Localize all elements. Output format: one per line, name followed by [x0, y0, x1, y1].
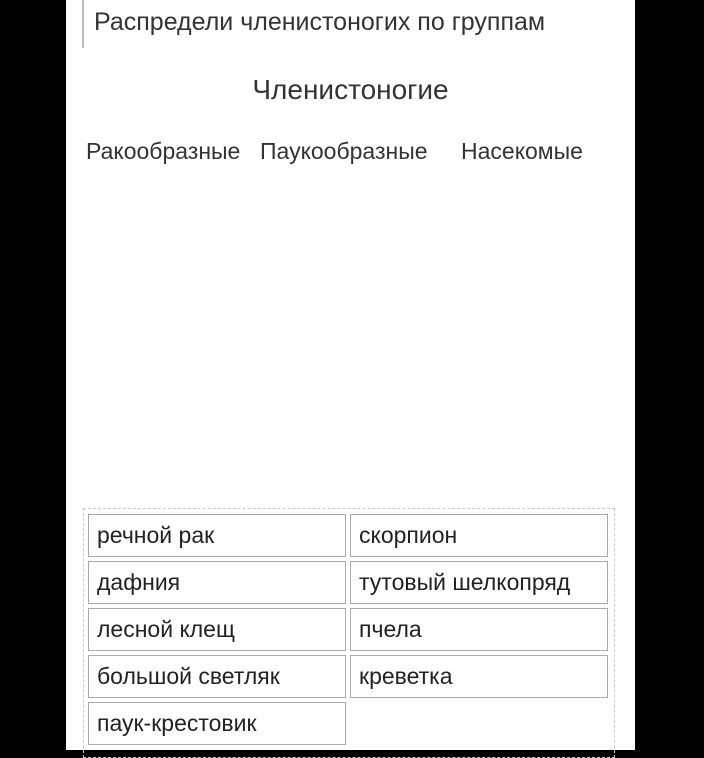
card-bee[interactable]: пчела: [350, 608, 608, 651]
task-instruction: Распредели членистоногих по группам: [82, 0, 545, 48]
card-pool: [83, 508, 615, 758]
group-arachnids-label: Паукообразные: [260, 138, 428, 164]
group-drop-zone[interactable]: [86, 168, 616, 503]
card-firefly[interactable]: большой светляк: [88, 655, 346, 698]
card-river-crayfish[interactable]: речной рак: [88, 514, 346, 557]
card-shrimp[interactable]: креветка: [350, 655, 608, 698]
group-insects-label: Насекомые: [461, 138, 583, 164]
card-silkworm[interactable]: тутовый шелкопряд: [350, 561, 608, 604]
card-scorpion[interactable]: скорпион: [350, 514, 608, 557]
category-title: Членистоногие: [252, 74, 449, 105]
card-forest-tick[interactable]: лесной клещ: [88, 608, 346, 651]
exercise-page: [66, 0, 635, 750]
group-crustaceans-label: Ракообразные: [86, 138, 241, 164]
card-daphnia[interactable]: дафния: [88, 561, 346, 604]
card-cross-spider[interactable]: паук-крестовик: [88, 702, 346, 745]
